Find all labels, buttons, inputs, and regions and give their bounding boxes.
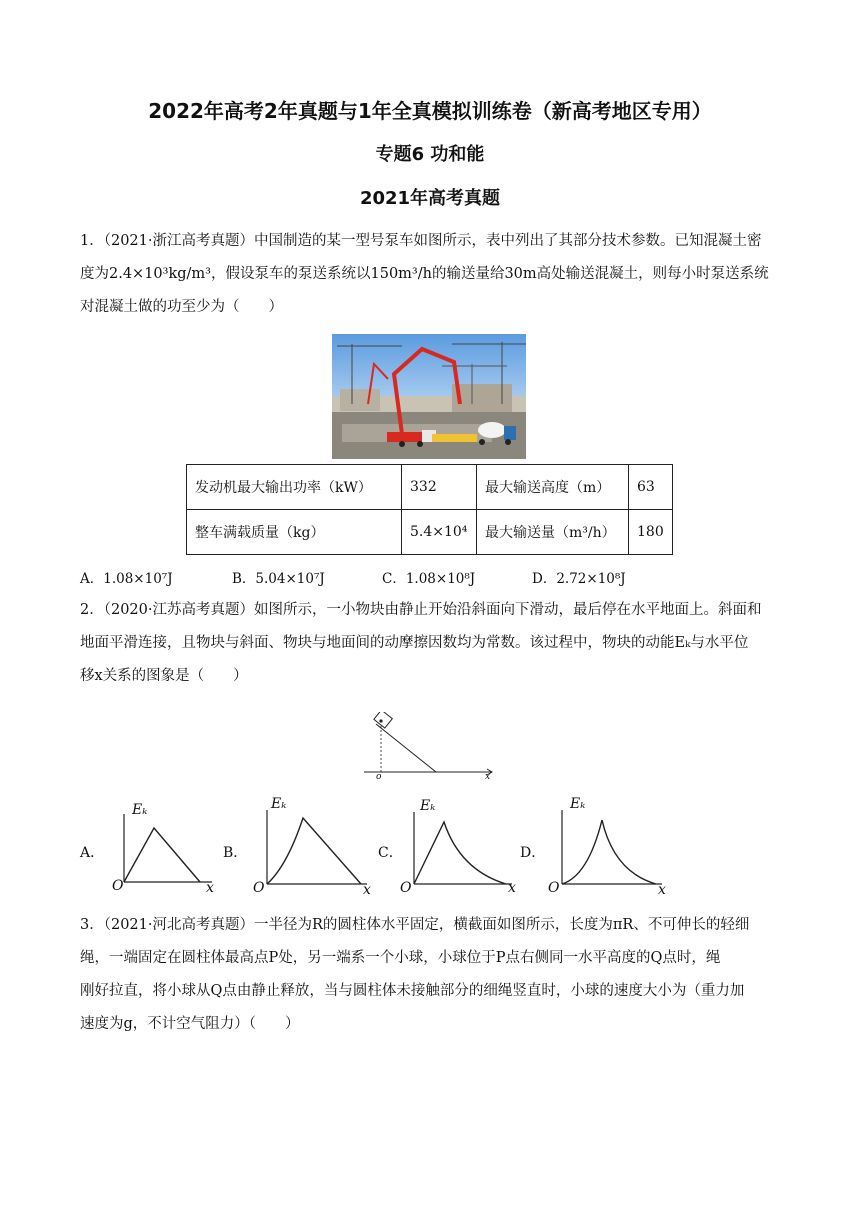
option-c[interactable]: C．1.08×10⁸J: [382, 571, 476, 587]
graph-x-label: x: [508, 880, 516, 896]
incline-figure: [360, 712, 500, 782]
section-title: 2021年高考真题: [359, 188, 501, 209]
question-3-line: 绳，一端固定在圆柱体最高点P处，另一端系一个小球，小球位于P点右侧同一水平高度的Q点时，绳: [80, 950, 721, 966]
graph-x-label: x: [363, 882, 371, 898]
table-cell: 最大输送高度（m）: [477, 465, 629, 510]
graph-y-label: Eₖ: [271, 796, 287, 812]
question-1-text: [80, 225, 785, 324]
graph-d[interactable]: [548, 796, 672, 898]
graph-origin-label: O: [400, 880, 412, 896]
table-row: [187, 465, 673, 510]
figure-axis-label: x: [485, 772, 491, 782]
question-3-line: 刚好拉直，将小球从Q点由静止释放，当与圆柱体未接触部分的细绳竖直时，小球的速度大小为（重力加: [80, 983, 745, 999]
graph-x-label: x: [658, 882, 666, 898]
choice-label-b[interactable]: B．: [223, 845, 248, 861]
graph-origin-label: O: [253, 880, 265, 896]
graph-x-label: x: [206, 880, 214, 896]
graph-y-label: Eₖ: [570, 796, 586, 812]
tech-spec-table: [186, 464, 673, 555]
table-row: [187, 510, 673, 555]
option-d[interactable]: D．2.72×10⁸J: [532, 571, 626, 587]
table-cell: 5.4×10⁴: [402, 510, 477, 555]
graph-b[interactable]: [253, 796, 378, 898]
question-3-text: [80, 909, 785, 1041]
topic-title: 专题6 功和能: [375, 144, 485, 165]
choice-label-a[interactable]: A．: [80, 845, 105, 861]
question-1-line: 1．（2021·浙江高考真题）中国制造的某一型号泵车如图所示，表中列出了其部分技术参数。已知混凝土密: [80, 233, 762, 249]
choice-label-c[interactable]: C．: [378, 845, 403, 861]
choice-label-d[interactable]: D．: [520, 845, 546, 861]
graph-origin-label: O: [112, 878, 124, 894]
question-2-line: 地面平滑连接，且物块与斜面、物块与地面间的动摩擦因数均为常数。该过程中，物块的动能Eₖ与水平位: [80, 635, 749, 651]
pump-truck-photo: [332, 334, 526, 459]
table-cell: 最大输送量（m³/h）: [477, 510, 629, 555]
table-cell: 整车满载质量（kg）: [187, 510, 402, 555]
graph-a[interactable]: [112, 800, 222, 896]
table-cell: 332: [402, 465, 477, 510]
option-b[interactable]: B．5.04×10⁷J: [232, 571, 325, 587]
table-cell: 63: [629, 465, 673, 510]
option-a[interactable]: A．1.08×10⁷J: [80, 571, 173, 587]
question-2-line: 2．（2020·江苏高考真题）如图所示，一小物块由静止开始沿斜面向下滑动，最后停在水平地面上。斜面和: [80, 602, 762, 618]
question-1-line: 度为2.4×10³kg/m³，假设泵车的泵送系统以150m³/h的输送量给30m高处输送混凝土，则每小时泵送系统: [80, 266, 769, 282]
question-2-line: 移x关系的图象是（ ）: [80, 668, 248, 684]
graph-y-label: Eₖ: [132, 802, 148, 818]
question-1-line: 对混凝土做的功至少为（ ）: [80, 299, 283, 315]
question-3-line: 速度为g，不计空气阻力）（ ）: [80, 1016, 300, 1032]
graph-c[interactable]: [400, 798, 522, 898]
figure-origin-label: o: [376, 772, 382, 782]
graph-origin-label: O: [548, 880, 560, 896]
table-cell: 180: [629, 510, 673, 555]
table-cell: 发动机最大输出功率（kW）: [187, 465, 402, 510]
graph-y-label: Eₖ: [420, 798, 436, 814]
question-2-text: [80, 594, 785, 693]
question-3-line: 3．（2021·河北高考真题）一半径为R的圆柱体水平固定，横截面如图所示，长度为πR、不可伸长的轻细: [80, 917, 750, 933]
document-title: 2022年高考2年真题与1年全真模拟训练卷（新高考地区专用）: [148, 99, 712, 123]
